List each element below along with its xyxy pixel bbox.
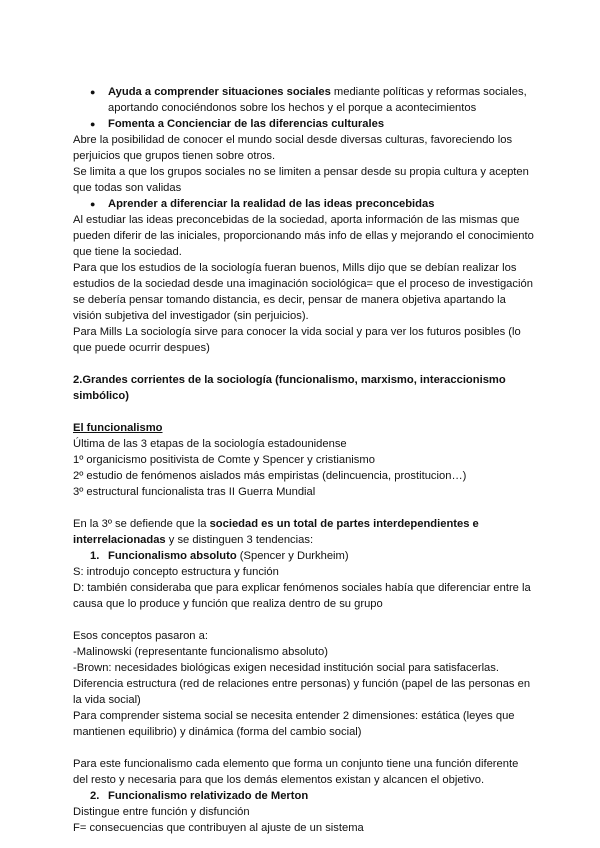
bullet-dot-icon: ● [90, 199, 96, 209]
numbered-item-1: 1. Funcionalismo absoluto (Spencer y Durkheim) [90, 550, 349, 562]
paragraph: Diferencia estructura (red de relaciones entre personas) y función (papel de las personas en la vida social) [73, 678, 531, 706]
paragraph: Se limita a que los grupos sociales no se limiten a pensar desde su propia cultura y acepten que todas son validas [73, 166, 529, 194]
paragraph: En la 3º se defiende que la sociedad es un total de partes interdependientes e interrelacionadas y se distinguen 3 tendencias: [73, 518, 479, 546]
bullet-item-aprender: ● Aprender a diferenciar la realidad de las ideas preconcebidas [90, 198, 435, 210]
paragraph: -Malinowski (representante funcionalismo absoluto) [73, 646, 328, 658]
list-line: 1º organicismo positivista de Comte y Spencer y cristianismo [73, 454, 375, 466]
bullet-item-ayuda: ● Ayuda a comprender situaciones sociales mediante políticas y reformas sociales, aportando conociéndonos sobre los hechos y el porque a acontecimientos [90, 86, 527, 114]
paragraph: Para Mills La sociología sirve para conocer la vida social y para ver los futuros posibles (lo que puede ocurrir despues) [73, 326, 521, 354]
paragraph: Para que los estudios de la sociología fueran buenos, Mills dijo que se debían realizar los estudios de la sociedad desde una imaginación sociológica= que el proceso de investigación se debería pensar tomando distancia, es decir, pensar de manera objetiva apartando la visión subjetiva del investigador (sin perjuicios). [73, 262, 533, 322]
paragraph: F= consecuencias que contribuyen al ajuste de un sistema [73, 822, 364, 834]
paragraph: Para comprender sistema social se necesita entender 2 dimensiones: estática (leyes que mantienen equilibrio) y dinámica (forma del cambio social) [73, 710, 515, 738]
paragraph: Al estudiar las ideas preconcebidas de la sociedad, aporta información de las mismas que pueden diferir de las iniciales, proporcionando más info de ellas y mejorando el conocimiento que tiene la sociedad. [73, 214, 534, 258]
paragraph: S: introdujo concepto estructura y función [73, 566, 279, 578]
paragraph: Esos conceptos pasaron a: [73, 630, 208, 642]
paragraph: Abre la posibilidad de conocer el mundo social desde diversas culturas, favoreciendo los perjuicios que grupos tienen sobre otros. [73, 134, 513, 162]
list-line: 3º estructural funcionalista tras II Guerra Mundial [73, 486, 316, 498]
paragraph: -Brown: necesidades biológicas exigen necesidad institución social para satisfacerlas. [73, 662, 499, 674]
numbered-item-2: 2. Funcionalismo relativizado de Merton [90, 790, 309, 802]
list-line: Última de las 3 etapas de la sociología estadounidense [73, 438, 347, 450]
paragraph: Para este funcionalismo cada elemento que forma un conjunto tiene una función diferente del resto y necesaria para que los demás elementos existan y alcancen el objetivo. [73, 758, 519, 786]
bullet-dot-icon: ● [90, 119, 96, 129]
section-heading: 2.Grandes corrientes de la sociología (funcionalismo, marxismo, interaccionismo simbólico) [73, 374, 506, 402]
bullet-dot-icon: ● [90, 87, 96, 97]
paragraph: D: también consideraba que para explicar fenómenos sociales había que diferenciar entre la causa que lo produce y función que realiza dentro de su grupo [73, 582, 531, 610]
subsection-heading: El funcionalismo [73, 422, 163, 434]
paragraph: Distingue entre función y disfunción [73, 806, 250, 818]
bullet-item-fomenta: ● Fomenta a Concienciar de las diferencias culturales [90, 118, 385, 130]
list-line: 2º estudio de fenómenos aislados más empiristas (delincuencia, prostitucion…) [73, 470, 467, 482]
